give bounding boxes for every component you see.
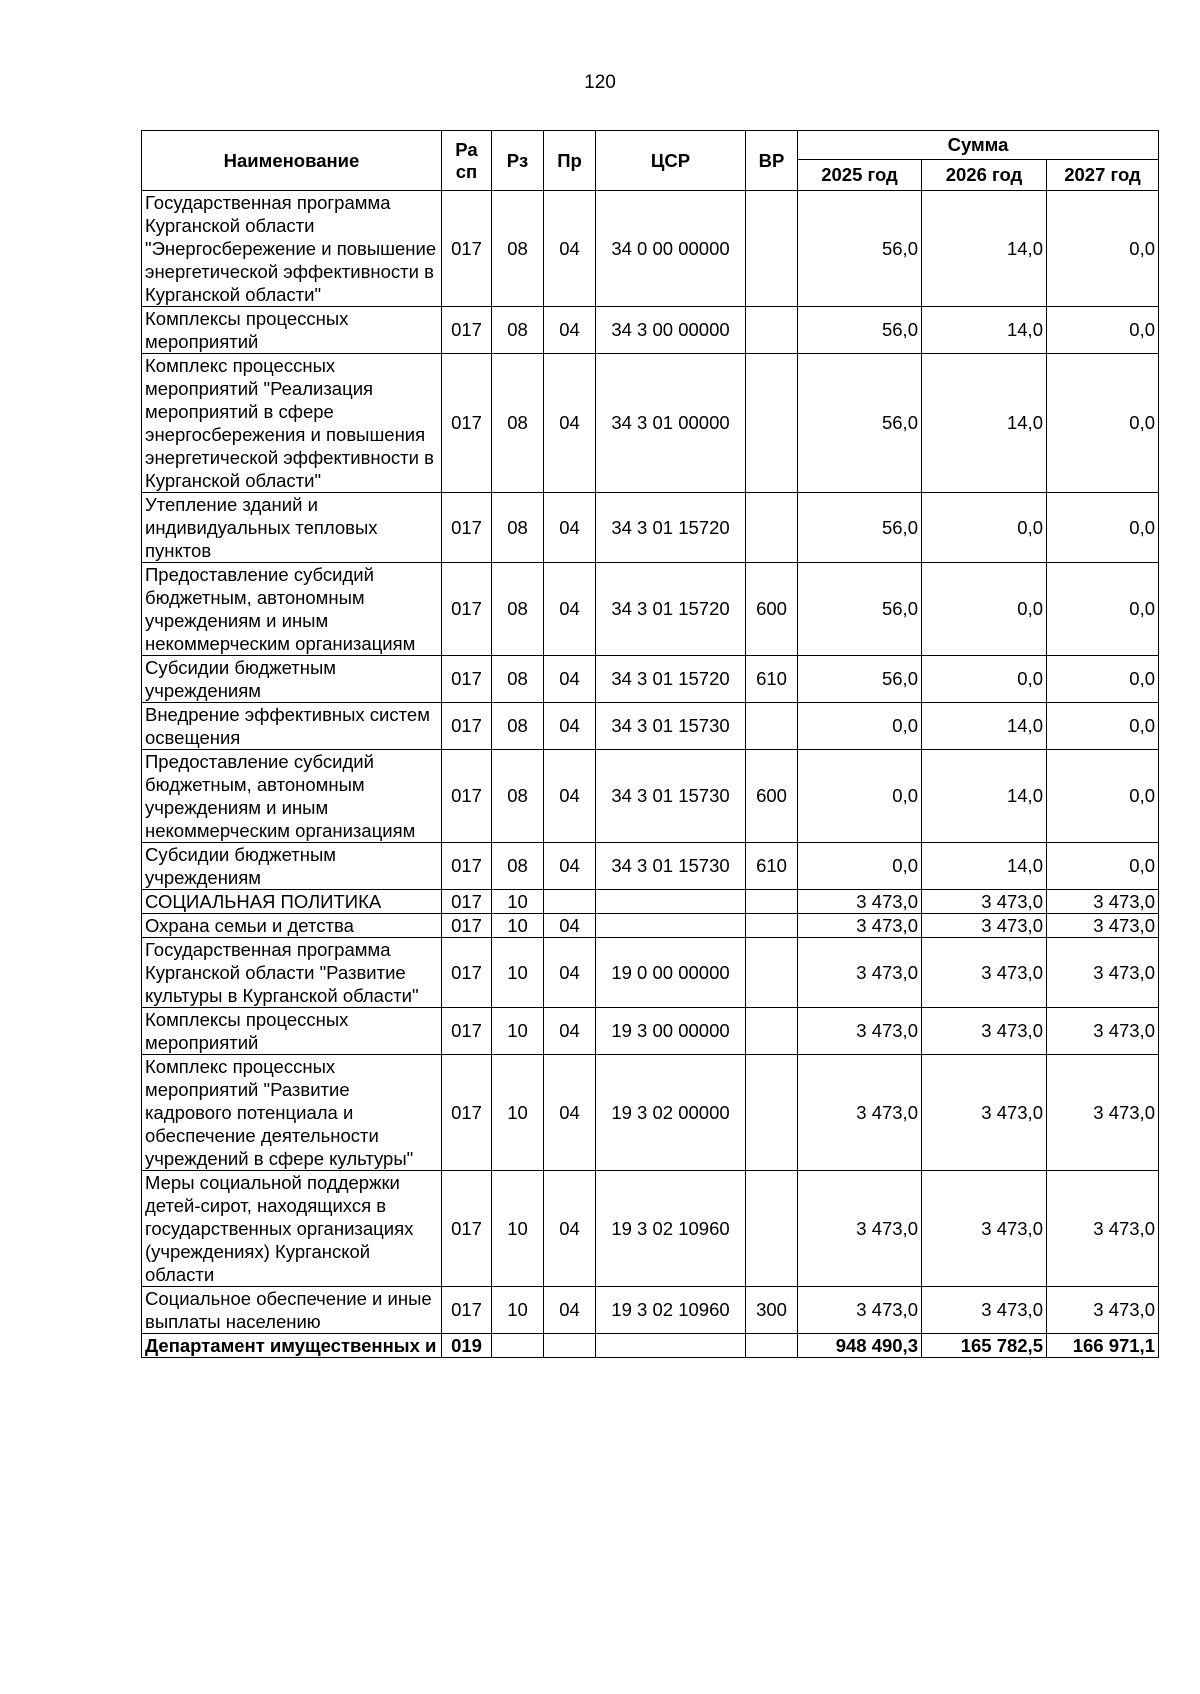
header-sum: Сумма	[798, 131, 1159, 160]
cell-rz: 08	[492, 843, 544, 890]
cell-name: Внедрение эффективных систем освещения	[142, 703, 442, 750]
cell-pr: 04	[544, 191, 596, 307]
cell-rasp: 017	[442, 1055, 492, 1171]
cell-rasp: 017	[442, 938, 492, 1008]
cell-y2027: 0,0	[1047, 656, 1159, 703]
cell-pr: 04	[544, 563, 596, 656]
table-row	[142, 563, 1159, 656]
cell-csr: 19 3 00 00000	[596, 1008, 746, 1055]
cell-rasp: 017	[442, 843, 492, 890]
cell-csr: 19 3 02 00000	[596, 1055, 746, 1171]
cell-vr	[746, 1008, 798, 1055]
table-row	[142, 354, 1159, 493]
cell-y2026: 3 473,0	[922, 914, 1047, 938]
cell-y2026: 0,0	[922, 563, 1047, 656]
cell-vr	[746, 354, 798, 493]
cell-name: Социальное обеспечение и иные выплаты населению	[142, 1287, 442, 1334]
cell-csr	[596, 890, 746, 914]
cell-y2026: 3 473,0	[922, 1055, 1047, 1171]
cell-rz: 10	[492, 938, 544, 1008]
header-pr: Пр	[544, 131, 596, 191]
cell-pr: 04	[544, 1287, 596, 1334]
table-row	[142, 914, 1159, 938]
cell-pr: 04	[544, 307, 596, 354]
cell-y2025: 56,0	[798, 354, 922, 493]
cell-rz: 10	[492, 914, 544, 938]
cell-y2026: 3 473,0	[922, 1287, 1047, 1334]
cell-vr	[746, 493, 798, 563]
cell-rz: 10	[492, 1287, 544, 1334]
cell-name: Предоставление субсидий бюджетным, автономным учреждениям и иным некоммерческим организациям	[142, 750, 442, 843]
cell-rasp: 017	[442, 493, 492, 563]
cell-rasp: 017	[442, 703, 492, 750]
cell-y2027: 0,0	[1047, 703, 1159, 750]
cell-y2027: 0,0	[1047, 843, 1159, 890]
cell-rz: 10	[492, 1008, 544, 1055]
cell-rasp: 017	[442, 191, 492, 307]
cell-rasp: 019	[442, 1334, 492, 1358]
cell-y2026: 3 473,0	[922, 890, 1047, 914]
table-row	[142, 750, 1159, 843]
cell-csr: 19 3 02 10960	[596, 1287, 746, 1334]
cell-rz: 10	[492, 1055, 544, 1171]
table-row	[142, 938, 1159, 1008]
cell-y2026: 165 782,5	[922, 1334, 1047, 1358]
cell-y2026: 0,0	[922, 493, 1047, 563]
cell-y2025: 0,0	[798, 703, 922, 750]
cell-y2025: 56,0	[798, 191, 922, 307]
cell-csr: 34 3 01 15730	[596, 703, 746, 750]
cell-name: Департамент имущественных и	[142, 1334, 442, 1358]
cell-name: Меры социальной поддержки детей-сирот, находящихся в государственных организациях (учреждениях) Курганской области	[142, 1171, 442, 1287]
cell-name: Охрана семьи и детства	[142, 914, 442, 938]
cell-vr	[746, 1055, 798, 1171]
cell-name: Субсидии бюджетным учреждениям	[142, 656, 442, 703]
table-body	[142, 191, 1159, 1358]
cell-rz: 08	[492, 656, 544, 703]
cell-y2025: 3 473,0	[798, 1055, 922, 1171]
cell-pr: 04	[544, 703, 596, 750]
cell-y2027: 3 473,0	[1047, 1171, 1159, 1287]
header-name: Наименование	[142, 131, 442, 191]
table-row	[142, 1055, 1159, 1171]
cell-rz: 08	[492, 493, 544, 563]
cell-y2027: 3 473,0	[1047, 1287, 1159, 1334]
cell-pr: 04	[544, 938, 596, 1008]
cell-vr: 610	[746, 843, 798, 890]
cell-vr	[746, 703, 798, 750]
cell-vr	[746, 938, 798, 1008]
cell-csr: 34 3 00 00000	[596, 307, 746, 354]
cell-pr: 04	[544, 1008, 596, 1055]
cell-rasp: 017	[442, 307, 492, 354]
cell-name: Комплекс процессных мероприятий "Развитие кадрового потенциала и обеспечение деятельности учреждений в сфере культуры"	[142, 1055, 442, 1171]
cell-rz: 08	[492, 703, 544, 750]
cell-pr: 04	[544, 656, 596, 703]
cell-vr: 300	[746, 1287, 798, 1334]
cell-rasp: 017	[442, 563, 492, 656]
table-row	[142, 890, 1159, 914]
cell-name: Государственная программа Курганской области "Энергосбережение и повышение энергетической эффективности в Курганской области"	[142, 191, 442, 307]
cell-rasp: 017	[442, 1287, 492, 1334]
cell-pr: 04	[544, 1055, 596, 1171]
cell-name: СОЦИАЛЬНАЯ ПОЛИТИКА	[142, 890, 442, 914]
cell-name: Комплексы процессных мероприятий	[142, 307, 442, 354]
cell-pr: 04	[544, 750, 596, 843]
cell-rasp: 017	[442, 1171, 492, 1287]
cell-y2025: 3 473,0	[798, 1008, 922, 1055]
cell-y2027: 166 971,1	[1047, 1334, 1159, 1358]
cell-y2026: 3 473,0	[922, 1171, 1047, 1287]
cell-y2027: 0,0	[1047, 493, 1159, 563]
cell-csr	[596, 914, 746, 938]
page-number: 120	[584, 72, 616, 93]
header-2026: 2026 год	[922, 160, 1047, 191]
cell-csr: 19 0 00 00000	[596, 938, 746, 1008]
cell-vr: 610	[746, 656, 798, 703]
cell-vr: 600	[746, 750, 798, 843]
cell-y2027: 3 473,0	[1047, 1008, 1159, 1055]
table-row	[142, 307, 1159, 354]
cell-rz: 08	[492, 191, 544, 307]
cell-pr	[544, 1334, 596, 1358]
header-2025: 2025 год	[798, 160, 922, 191]
cell-y2026: 14,0	[922, 750, 1047, 843]
cell-y2027: 3 473,0	[1047, 890, 1159, 914]
cell-rasp: 017	[442, 354, 492, 493]
header-csr: ЦСР	[596, 131, 746, 191]
cell-y2027: 0,0	[1047, 750, 1159, 843]
cell-y2027: 3 473,0	[1047, 938, 1159, 1008]
cell-rz: 08	[492, 563, 544, 656]
cell-rz: 10	[492, 1171, 544, 1287]
cell-vr	[746, 1171, 798, 1287]
cell-y2025: 948 490,3	[798, 1334, 922, 1358]
cell-name: Комплексы процессных мероприятий	[142, 1008, 442, 1055]
cell-y2026: 14,0	[922, 354, 1047, 493]
table-row	[142, 1171, 1159, 1287]
cell-vr	[746, 914, 798, 938]
cell-y2025: 3 473,0	[798, 890, 922, 914]
header-vr: ВР	[746, 131, 798, 191]
cell-y2025: 3 473,0	[798, 1171, 922, 1287]
cell-y2025: 56,0	[798, 307, 922, 354]
cell-csr: 34 3 01 00000	[596, 354, 746, 493]
cell-csr: 34 3 01 15720	[596, 656, 746, 703]
cell-pr: 04	[544, 354, 596, 493]
cell-y2027: 3 473,0	[1047, 914, 1159, 938]
cell-y2027: 3 473,0	[1047, 1055, 1159, 1171]
cell-name: Предоставление субсидий бюджетным, автономным учреждениям и иным некоммерческим организациям	[142, 563, 442, 656]
table-row	[142, 1008, 1159, 1055]
cell-y2027: 0,0	[1047, 307, 1159, 354]
cell-vr	[746, 1334, 798, 1358]
cell-pr: 04	[544, 843, 596, 890]
budget-table	[141, 130, 1159, 1358]
header-2027: 2027 год	[1047, 160, 1159, 191]
cell-y2025: 3 473,0	[798, 1287, 922, 1334]
cell-y2026: 14,0	[922, 843, 1047, 890]
table-row	[142, 703, 1159, 750]
table-row	[142, 656, 1159, 703]
cell-rasp: 017	[442, 890, 492, 914]
header-rasp: Ра сп	[442, 131, 492, 191]
cell-y2027: 0,0	[1047, 354, 1159, 493]
cell-vr: 600	[746, 563, 798, 656]
cell-y2025: 56,0	[798, 656, 922, 703]
cell-rz: 08	[492, 354, 544, 493]
cell-y2027: 0,0	[1047, 191, 1159, 307]
cell-csr: 34 0 00 00000	[596, 191, 746, 307]
cell-y2026: 0,0	[922, 656, 1047, 703]
table-row	[142, 1334, 1159, 1358]
cell-csr: 19 3 02 10960	[596, 1171, 746, 1287]
cell-y2025: 3 473,0	[798, 938, 922, 1008]
cell-vr	[746, 191, 798, 307]
cell-rz: 10	[492, 890, 544, 914]
cell-pr	[544, 890, 596, 914]
cell-name: Комплекс процессных мероприятий "Реализация мероприятий в сфере энергосбережения и повышения энергетической эффективности в Курганской области"	[142, 354, 442, 493]
cell-name: Утепление зданий и индивидуальных тепловых пунктов	[142, 493, 442, 563]
table-row	[142, 191, 1159, 307]
cell-vr	[746, 890, 798, 914]
cell-csr: 34 3 01 15720	[596, 493, 746, 563]
cell-csr: 34 3 01 15720	[596, 563, 746, 656]
cell-rz	[492, 1334, 544, 1358]
cell-y2025: 0,0	[798, 750, 922, 843]
cell-csr: 34 3 01 15730	[596, 750, 746, 843]
cell-pr: 04	[544, 914, 596, 938]
cell-pr: 04	[544, 493, 596, 563]
cell-y2025: 3 473,0	[798, 914, 922, 938]
cell-rz: 08	[492, 307, 544, 354]
cell-y2025: 56,0	[798, 563, 922, 656]
cell-y2026: 14,0	[922, 703, 1047, 750]
cell-pr: 04	[544, 1171, 596, 1287]
table-row	[142, 1287, 1159, 1334]
cell-y2026: 14,0	[922, 191, 1047, 307]
cell-name: Субсидии бюджетным учреждениям	[142, 843, 442, 890]
cell-y2025: 0,0	[798, 843, 922, 890]
cell-y2026: 3 473,0	[922, 938, 1047, 1008]
cell-rasp: 017	[442, 1008, 492, 1055]
table-row	[142, 493, 1159, 563]
cell-rasp: 017	[442, 914, 492, 938]
cell-rasp: 017	[442, 750, 492, 843]
cell-y2026: 14,0	[922, 307, 1047, 354]
cell-name: Государственная программа Курганской области "Развитие культуры в Курганской области"	[142, 938, 442, 1008]
cell-y2027: 0,0	[1047, 563, 1159, 656]
cell-csr	[596, 1334, 746, 1358]
cell-y2026: 3 473,0	[922, 1008, 1047, 1055]
table-row	[142, 843, 1159, 890]
cell-y2025: 56,0	[798, 493, 922, 563]
cell-rasp: 017	[442, 656, 492, 703]
cell-rz: 08	[492, 750, 544, 843]
header-rz: Рз	[492, 131, 544, 191]
cell-csr: 34 3 01 15730	[596, 843, 746, 890]
cell-vr	[746, 307, 798, 354]
